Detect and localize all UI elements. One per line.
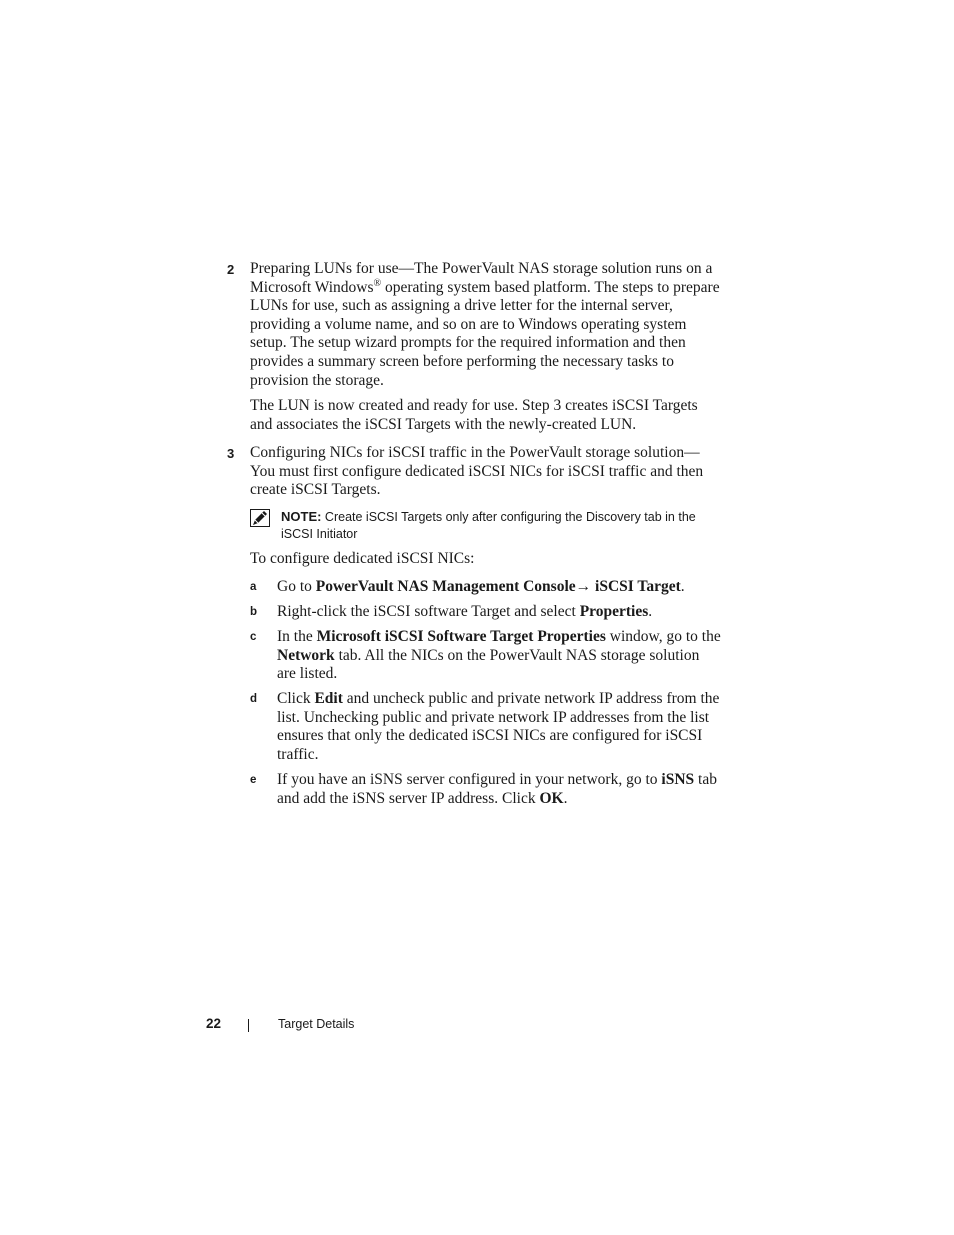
note-text-a: Create iSCSI Targets only after configuring the [321, 510, 586, 524]
substep-letter-a: a [250, 581, 257, 593]
substep-e-isns: iSNS [661, 771, 695, 788]
substep-a-target: iSCSI Target [591, 578, 681, 595]
registered-mark: ® [373, 277, 382, 289]
step-2-followup-paragraph: The LUN is now created and ready for use. Step 3 creates iSCSI Targets and associates the iSCSI Targets with the newly-created LUN. [250, 397, 698, 433]
step-2-text-b: operating system based platform. The steps to prepare LUNs for use, such as assigning a drive letter for the internal server, providing a volume name, and so on are to Windows operating system setup. The setup wizard prompts for the required information and then provides a summary screen before performing the necessary tasks to provision the storage. [250, 278, 720, 389]
substep-a-console: PowerVault NAS Management Console [315, 578, 576, 595]
step-number-2: 2 [227, 262, 235, 277]
substep-letter-e: e [250, 774, 257, 786]
substep-letter-d: d [250, 693, 258, 705]
substep-d-edit: Edit [314, 690, 343, 707]
substep-c [277, 628, 722, 684]
step-3-paragraph: Configuring NICs for iSCSI traffic in the PowerVault storage solution—You must first configure dedicated iSCSI NICs for iSCSI traffic and then create iSCSI Targets. [250, 444, 704, 499]
note-box [281, 508, 721, 543]
note-discovery: Discovery [585, 510, 641, 524]
substep-letter-b: b [250, 606, 258, 618]
substep-c-text-3: tab. All the NICs on the PowerVault NAS storage solution are listed. [277, 646, 700, 683]
substep-a-text-1: Go to [277, 578, 316, 595]
page-number: 22 [206, 1016, 222, 1031]
substep-letter-c: c [250, 631, 257, 643]
substep-e [277, 771, 722, 808]
footer-section-title: Target Details [278, 1017, 355, 1031]
substep-a-text-2: . [680, 578, 685, 595]
substep-b-text-2: . [648, 603, 653, 620]
substep-e-ok: OK [539, 789, 564, 807]
step-2-paragraph [250, 260, 720, 390]
substep-c-text-2: window, go to the [605, 628, 721, 645]
configure-intro: To configure dedicated iSCSI NICs: [250, 550, 475, 567]
substep-e-text-2: tab and add the iSNS server IP address. Click [277, 771, 717, 807]
substep-d-text-1: Click [277, 690, 315, 707]
substep-c-text-1: In the [277, 628, 317, 645]
step-number-3: 3 [227, 446, 235, 461]
step-2-text-a: Preparing LUNs for use—The PowerVault NAS storage solution runs on a Microsoft Windows [250, 260, 713, 296]
substep-b [277, 603, 722, 622]
substep-e-text-1: If you have an iSNS server configured in your network, go to [277, 771, 662, 788]
substep-b-text-1: Right-click the iSCSI software Target and select [277, 603, 580, 620]
substep-b-properties: Properties [579, 603, 649, 620]
arrow-icon: → [575, 578, 592, 595]
substep-e-text-3: . [563, 789, 568, 807]
substep-c-properties-window: Microsoft iSCSI Software Target Properties [316, 628, 606, 645]
substep-d [277, 690, 722, 764]
substep-d-text-2: and uncheck public and private network IP address from the list. Unchecking public and private network IP addresses from the list ensures that only the dedicated iSCSI NICs are configured for iSCSI traffic. [277, 690, 720, 763]
footer-divider [248, 1019, 249, 1032]
note-label: NOTE: [281, 509, 322, 524]
note-text-b: tab in the iSCSI Initiator [281, 510, 696, 541]
pencil-note-icon [250, 509, 270, 527]
substep-c-network: Network [277, 646, 335, 664]
substep-a [277, 578, 722, 597]
